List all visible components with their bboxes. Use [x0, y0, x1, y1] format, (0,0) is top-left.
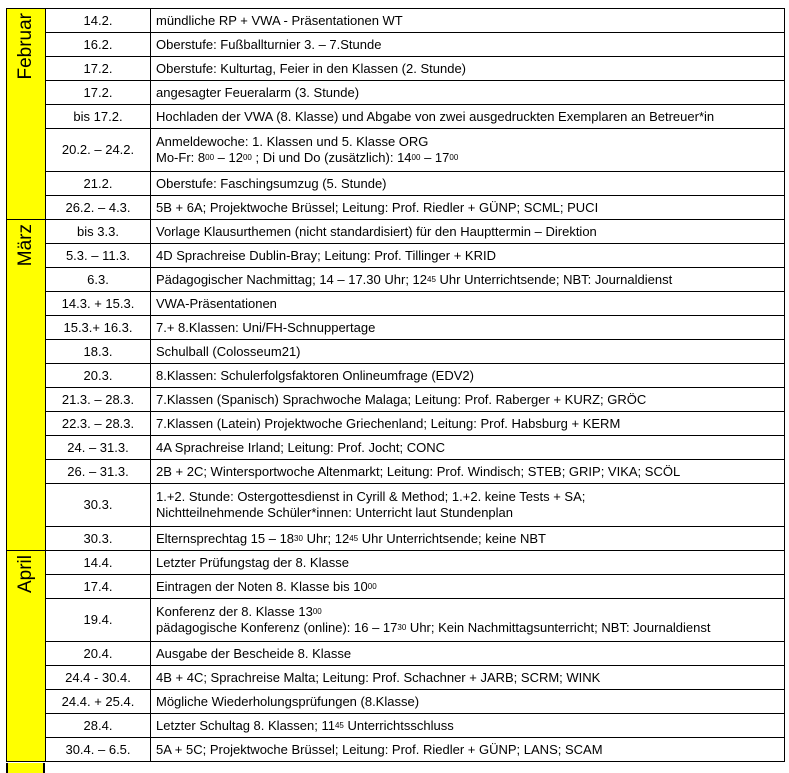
event-cell: 2B + 2C; Wintersportwoche Altenmarkt; Leitung: Prof. Windisch; STEB; GRIP; VIKA; SCÖL [151, 460, 785, 484]
table-row [7, 527, 785, 551]
date-cell: 6.3. [46, 268, 151, 292]
event-cell: 7.Klassen (Spanisch) Sprachwoche Malaga; Leitung: Prof. Raberger + KURZ; GRÖC [151, 388, 785, 412]
date-cell: 21.3. – 28.3. [46, 388, 151, 412]
date-cell: 16.2. [46, 33, 151, 57]
event-cell: 4B + 4C; Sprachreise Malta; Leitung: Prof. Schachner + JARB; SCRM; WINK [151, 666, 785, 690]
table-row [7, 412, 785, 436]
event-line: 1.+2. Stunde: Ostergottesdienst in Cyrill & Method; 1.+2. keine Tests + SA; [156, 489, 586, 504]
date-cell: 14.3. + 15.3. [46, 292, 151, 316]
event-cell: Pädagogischer Nachmittag; 14 – 17.30 Uhr; $12^{45}$ Uhr Unterrichtsende; NBT: Journaldienst [151, 268, 785, 292]
event-cell: 4D Sprachreise Dublin-Bray; Leitung: Prof. Tillinger + KRID [151, 244, 785, 268]
event-cell [151, 129, 785, 172]
table-row [7, 244, 785, 268]
event-cell: Elternsprechtag $15 - 18^{30}$ Uhr; $12^{45}$ Uhr Unterrichtsende; keine NBT [151, 527, 785, 551]
table-row [7, 575, 785, 599]
event-cell: VWA-Präsentationen [151, 292, 785, 316]
event-line: Anmeldewoche: 1. Klassen und 5. Klasse ORG [156, 134, 429, 149]
date-cell: 20.2. – 24.2. [46, 129, 151, 172]
table-row [7, 9, 785, 33]
event-cell: Eintragen der Noten 8. Klasse bis $10^{00}$ [151, 575, 785, 599]
date-cell: 18.3. [46, 340, 151, 364]
date-cell: 19.4. [46, 599, 151, 642]
event-cell: Letzter Prüfungstag der 8. Klasse [151, 551, 785, 575]
table-row [7, 268, 785, 292]
event-line: Nichtteilnehmende Schüler*innen: Unterricht laut Stundenplan [156, 505, 513, 520]
date-cell: 21.2. [46, 172, 151, 196]
event-cell: Hochladen der VWA (8. Klasse) und Abgabe von zwei ausgedruckten Exemplaren an Betreuer*in [151, 105, 785, 129]
date-cell: 24. – 31.3. [46, 436, 151, 460]
table-row [7, 57, 785, 81]
event-cell: angesagter Feueralarm (3. Stunde) [151, 81, 785, 105]
table-row [7, 292, 785, 316]
table-row [7, 599, 785, 642]
event-cell: 7.+ 8.Klassen: Uni/FH-Schnuppertage [151, 316, 785, 340]
event-cell: Vorlage Klausurthemen (nicht standardisiert) für den Haupttermin – Direktion [151, 220, 785, 244]
date-cell: 14.4. [46, 551, 151, 575]
table-row [7, 196, 785, 220]
date-cell: 5.3. – 11.3. [46, 244, 151, 268]
event-cell: 4A Sprachreise Irland; Leitung: Prof. Jocht; CONC [151, 436, 785, 460]
date-cell: 17.4. [46, 575, 151, 599]
date-cell: 15.3.+ 16.3. [46, 316, 151, 340]
event-cell [151, 599, 785, 642]
month-label-maerz: März [7, 220, 46, 551]
table-row [7, 738, 785, 762]
event-cell: 5A + 5C; Projektwoche Brüssel; Leitung: Prof. Riedler + GÜNP; LANS; SCAM [151, 738, 785, 762]
table-row [7, 690, 785, 714]
event-cell: Schulball (Colosseum21) [151, 340, 785, 364]
date-cell: bis 3.3. [46, 220, 151, 244]
event-line: Konferenz der 8. Klasse $13^{00}$ [156, 604, 322, 619]
event-line: pädagogische Konferenz (online): $16 - 17^{30}$ Uhr; Kein Nachmittagsunterricht; NBT: Journaldienst [156, 620, 711, 635]
table-row [7, 714, 785, 738]
table-row [7, 642, 785, 666]
event-cell: mündliche RP + VWA - Präsentationen WT [151, 9, 785, 33]
event-cell: 8.Klassen: Schulerfolgsfaktoren Onlineumfrage (EDV2) [151, 364, 785, 388]
event-cell: Oberstufe: Kulturtag, Feier in den Klassen (2. Stunde) [151, 57, 785, 81]
table-row [7, 220, 785, 244]
date-cell: 17.2. [46, 57, 151, 81]
date-cell: 28.4. [46, 714, 151, 738]
table-row [7, 388, 785, 412]
date-cell: 22.3. – 28.3. [46, 412, 151, 436]
schedule-table [6, 8, 785, 762]
event-cell: Oberstufe: Faschingsumzug (5. Stunde) [151, 172, 785, 196]
date-cell: 24.4 - 30.4. [46, 666, 151, 690]
table-row [7, 436, 785, 460]
table-row [7, 340, 785, 364]
table-row [7, 105, 785, 129]
month-label-april: April [7, 551, 46, 762]
date-cell: 30.4. – 6.5. [46, 738, 151, 762]
event-cell: Oberstufe: Fußballturnier 3. – 7.Stunde [151, 33, 785, 57]
table-row [7, 551, 785, 575]
date-cell: 24.4. + 25.4. [46, 690, 151, 714]
table-row [7, 316, 785, 340]
date-cell: 30.3. [46, 527, 151, 551]
event-line: Mo-Fr: $8^{00} - 12^{00}$ ; Di und Do (zusätzlich): $14^{00} - 17^{00}$ [156, 150, 459, 165]
date-cell: 20.4. [46, 642, 151, 666]
event-cell: 7.Klassen (Latein) Projektwoche Griechenland; Leitung: Prof. Habsburg + KERM [151, 412, 785, 436]
month-label-februar: Februar [7, 9, 46, 220]
event-cell [151, 484, 785, 527]
table-row [7, 666, 785, 690]
event-cell: Mögliche Wiederholungsprüfungen (8.Klasse) [151, 690, 785, 714]
table-row [7, 129, 785, 172]
date-cell: 30.3. [46, 484, 151, 527]
event-cell: 5B + 6A; Projektwoche Brüssel; Leitung: Prof. Riedler + GÜNP; SCML; PUCI [151, 196, 785, 220]
date-cell: 14.2. [46, 9, 151, 33]
table-row [7, 364, 785, 388]
date-cell: 20.3. [46, 364, 151, 388]
date-cell: 26. – 31.3. [46, 460, 151, 484]
date-cell: bis 17.2. [46, 105, 151, 129]
event-cell: Letzter Schultag 8. Klassen; $11^{45}$ Unterrichtsschluss [151, 714, 785, 738]
table-row [7, 460, 785, 484]
next-month-strip [6, 763, 45, 773]
table-row [7, 484, 785, 527]
date-cell: 17.2. [46, 81, 151, 105]
table-row [7, 81, 785, 105]
table-row [7, 172, 785, 196]
date-cell: 26.2. – 4.3. [46, 196, 151, 220]
event-cell: Ausgabe der Bescheide 8. Klasse [151, 642, 785, 666]
table-row [7, 33, 785, 57]
